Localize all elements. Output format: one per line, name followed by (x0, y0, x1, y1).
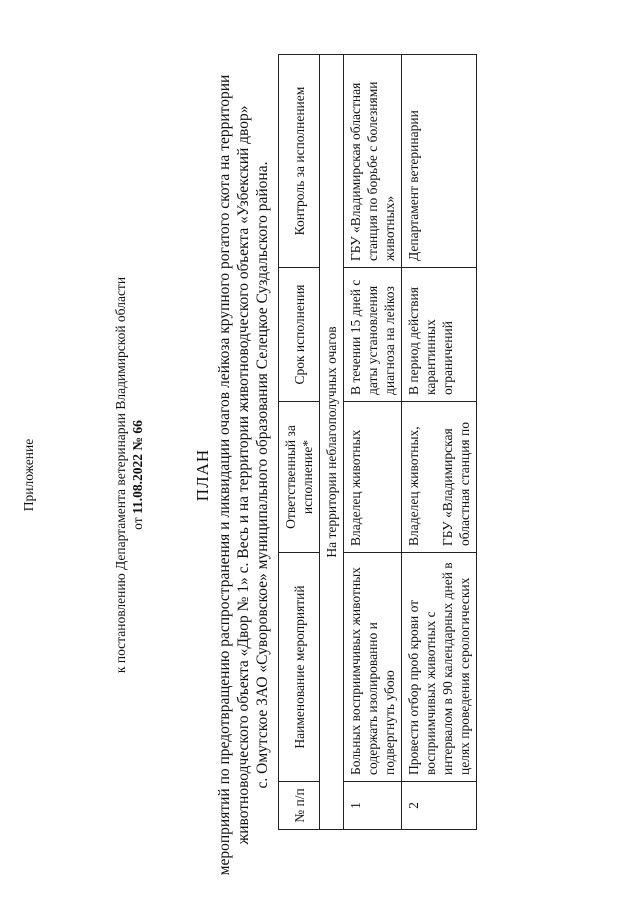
annex-date (129, 45, 146, 905)
table-row (344, 55, 402, 830)
header-responsible: Ответственный за исполнение* (279, 402, 320, 553)
header-number: № п/п (279, 782, 320, 830)
row-responsible-line2: ГБУ «Владимирская областная станция по (440, 422, 472, 546)
row-number: 2 (402, 782, 477, 830)
row-action: Провести отбор проб крови от восприимчивых животных с интервалом в 90 календарных дней в целях проведения серологических (402, 553, 477, 782)
row-deadline: В течении 15 дней с даты установления диагноза на лейкоз (344, 268, 402, 402)
header-deadline: Срок исполнения (279, 268, 320, 402)
plan-table (278, 54, 477, 830)
plan-subtitle-line1: мероприятий по предотвращению распространения и ликвидации очагов лейкоза крупного рогатого скота на территории (216, 74, 233, 876)
annex-date-prefix: от (130, 513, 145, 530)
row-deadline: В период действия карантинных ограничений (402, 268, 477, 402)
row-responsible-line1: Владелец животных, (406, 426, 421, 546)
row-number: 1 (344, 782, 402, 830)
row-control: ГБУ «Владимирская областная станция по борьбе с болезнями животных» (344, 55, 402, 268)
plan-title: ПЛАН (193, 448, 212, 502)
section-row (320, 55, 344, 830)
table-header-row (279, 55, 320, 830)
annex-date-number: 11.08.2022 № 66 (130, 420, 145, 514)
annex-decree: к постановлению Департамента ветеринарии Владимирской области (113, 276, 128, 674)
table-row (402, 55, 477, 830)
section-title: На территории неблагополучных очагов (320, 55, 344, 830)
header-control: Контроль за исполнением (279, 55, 320, 268)
row-control: Департамент ветеринарии (402, 55, 477, 268)
plan-subtitle-line3: с. Омутское ЗАО «Суворовское» муниципального образования Селецкое Суздальского района. (254, 161, 271, 789)
annex-title: Приложение (21, 438, 36, 512)
row-action: Больных восприимчивых животных содержать изолированно и подвергнуть убою (344, 553, 402, 782)
row-responsible: Владелец животных (344, 402, 402, 553)
header-action: Наименование мероприятий (279, 553, 320, 782)
plan-subtitle-line2: животноводческого объекта «Двор № 1» с. Весь и на территории животноводческого объекта «Узбекский двор» (235, 105, 252, 845)
row-responsible (402, 402, 477, 553)
